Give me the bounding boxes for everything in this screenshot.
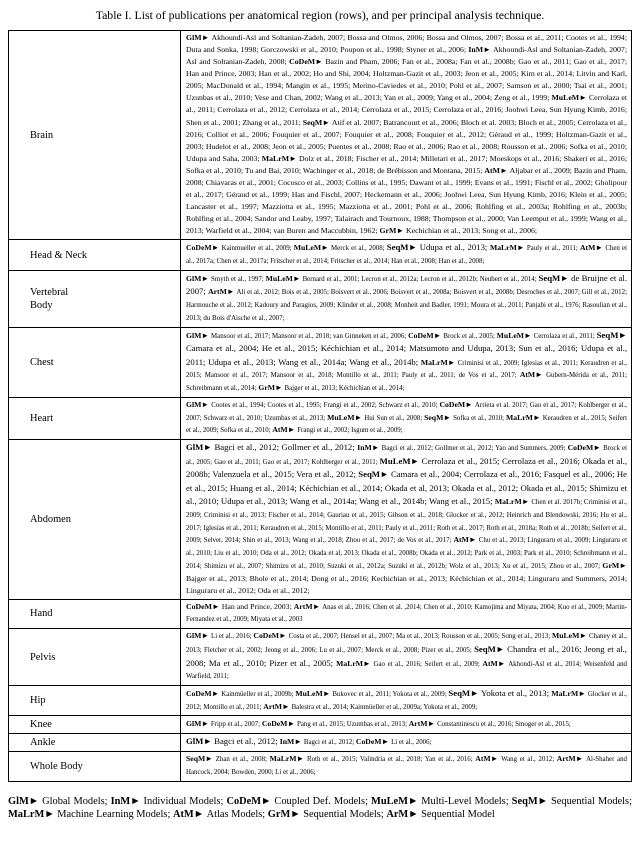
citations-cell — [181, 629, 632, 686]
model-marker: MuLeM► — [551, 93, 589, 103]
model-marker: SeqM► — [302, 117, 332, 127]
model-segment — [270, 756, 476, 763]
region-label-text: Head & Neck — [30, 249, 88, 261]
model-marker: MaLrM► — [336, 658, 374, 668]
citation-text: Criminisi et al., 2009; Iglesias et al., 2011; Keraudren et al., 2015; Mansoor et al., 2017; Mansoor et al., 2018; Montillo et al., 2011; Pauly et al., 2011; de Vos et al., 2017; — [186, 359, 627, 380]
model-marker: GlM► — [186, 631, 211, 641]
citation-text: Kainmüeller et al., 2009b; — [221, 690, 296, 698]
citation-text: Pauly et al., 2011; — [526, 245, 580, 253]
model-marker: AtM► — [475, 754, 502, 764]
legend-label: Individual Models; — [143, 795, 227, 807]
citation-text: Roth et al., 2015; Valindria et al., 2018; Yan et al., 2016; — [306, 756, 476, 764]
citations-cell — [181, 31, 632, 240]
citation-text: Kechichian et al., 2013; Song et al., 2006; — [406, 226, 538, 236]
legend-marker: AtM► — [172, 809, 207, 821]
model-marker: GlM► — [186, 399, 212, 409]
citation-text: Bagci et al., 2012; — [303, 739, 356, 747]
region-label — [9, 397, 181, 439]
model-marker: GlM► — [186, 736, 215, 747]
citation-text: Cerrolaza et al., 2011; Cerrolaza et al., 2012; Cerrolaza et al., 2014; Cerrolaza et al., 2015; Cerrolaza et al., 2016; Joohwi Leea, Sun Hyung Kimb, 2016; Shen et al., 2001; Zhang et al., 2011; — [186, 93, 627, 127]
citations-cell — [181, 716, 632, 734]
region-label — [9, 439, 181, 599]
publications-table — [8, 30, 632, 782]
citation-text: Glocker et al., 2012; Montillo et al., 2011; — [186, 690, 627, 711]
citation-text: Akhondi-Asl et al., 2014; Weisenfeld and Warfield, 2011; — [186, 660, 627, 681]
table-row — [9, 31, 632, 240]
citation-text: Gao et al., 2016; Seifert et al., 2009; — [373, 660, 483, 668]
table-row — [9, 439, 632, 599]
citations-cell — [181, 397, 632, 439]
model-marker: ArtM► — [293, 601, 323, 611]
citation-text: Camara et al., 2004; He et al., 2015; Kéchichian et al., 2014; Matsumoto and Udupa, 2013; Sun et al., 2016; Udupa et al., 2011; Udupa et al., 2013; Wang et al., 2014a; Wang et al., 2014b; — [186, 343, 627, 367]
legend-marker: GlM► — [8, 795, 43, 807]
model-marker: SeqM► — [596, 329, 627, 340]
legend-label: Multi-Level Models; — [421, 795, 512, 807]
table-row — [9, 734, 632, 752]
model-segment — [186, 289, 627, 321]
citations-cell — [181, 685, 632, 715]
model-marker: MaLrM► — [551, 688, 588, 698]
citation-text: Bazin and Pham, 2006; Fan et al., 2008a; Fan et al., 2008b; Gao et al., 2011; Gao et al., 2017; Han and Prince, 2003; Han et al., 2002; Ho and Shi, 2004; Holtzman-Gazit et al., 2003; Jeon et al., 2005; Kim et al., 2014; Litvin and Karl, 2005; MacDonald et al., 1994; Mangin et al., 1995; Merino-Caviedes et al., 2010; Pohl et al., 2007; Samson et al., 2000; Tsai et al., 2001; Uzunbas et al., 2010; Vese and Chan, 2002; Wang et al., 2013; Yan et al., 2009; Yang et al., 2004; Zeng et al., 1999; — [186, 57, 627, 103]
model-marker: GrM► — [379, 226, 407, 236]
model-marker: MuLeM► — [496, 330, 534, 340]
region-label — [9, 270, 181, 327]
region-label-text: Whole Body — [30, 761, 83, 773]
citation-text: Bukovec et al., 2011; Yokota et al., 2009; — [332, 690, 449, 698]
model-marker: ArtM► — [263, 701, 292, 711]
model-marker: GlM► — [186, 441, 215, 452]
model-marker: MaLrM► — [489, 243, 527, 253]
model-marker: CoDeM► — [253, 631, 289, 641]
model-marker: ArtM► — [208, 287, 237, 297]
citation-text: Anas et al., 2016; Chen et al. ,2014; Chen et al., 2010; Kamojima and Miyata, 2004; Kuo et al., 2009; Martin-Fernandez et al., 2009; Miyata et al., 2003 — [186, 603, 627, 624]
citations-cell — [181, 752, 632, 781]
legend — [8, 795, 632, 822]
region-label-text: Chest — [30, 356, 54, 368]
region-label — [9, 599, 181, 628]
legend-marker: InM► — [110, 795, 144, 807]
citation-text: Arrieta et al. 2017; Gao et al., 2017; Kohlberger et al., 2007; Schwarz et al., 2010; Uzumbas et al., 2013; — [186, 401, 627, 422]
citation-text: Kainmueller et al., 2009; — [221, 245, 294, 253]
citation-text: de Bruijne et al. 2007; — [186, 272, 628, 297]
legend-label: Coupled Def. Models; — [274, 795, 372, 807]
legend-marker: MuLeM► — [371, 795, 422, 807]
table-row — [9, 397, 632, 439]
model-marker: MuLeM► — [379, 455, 422, 466]
table-caption: Table I. List of publications per anatomical region (rows), and per principal analysis technique. — [95, 8, 545, 22]
table-row — [9, 270, 632, 327]
model-segment — [357, 442, 568, 452]
model-segment — [490, 245, 580, 252]
citation-text: Frangi et al., 2002; Isgum et al., 2009; — [297, 427, 403, 435]
region-label-text: Knee — [30, 719, 52, 731]
citations-cell — [181, 240, 632, 270]
region-label — [9, 685, 181, 715]
model-marker: AtM► — [482, 658, 509, 668]
model-segment — [186, 273, 266, 283]
model-segment — [475, 756, 557, 763]
model-segment — [272, 427, 402, 434]
model-segment — [263, 701, 478, 711]
citation-text: Bajger et al., 2013; Bhole et al., 2014; Dong et al., 2016; Kechichian et al., 2013; Kéchichian et al., 2014; Linguraru and Summers, 2014; Linguraru et al., 2012; Oda et al., 2012; — [186, 573, 627, 595]
model-marker: GlM► — [186, 718, 211, 728]
citation-text: Fripp et al., 2007; — [210, 720, 262, 728]
region-label-text: Vertebral Body — [30, 286, 69, 311]
model-marker: CoDeM► — [355, 737, 392, 747]
model-segment — [408, 330, 497, 340]
citation-text: Mansoor et al., 2017; Mansoor et al., 2018; van Ginneken et al., 2006; — [211, 332, 409, 340]
citation-text: Brock et al., 2005; — [443, 332, 497, 340]
region-label-text: Ankle — [30, 737, 56, 749]
model-marker: MuLeM► — [552, 631, 589, 641]
model-marker: CoDeM► — [289, 57, 326, 67]
citation-text: Keraudren et al., 2015; Seifert et al., 2009; Sofka et al., 2010; — [186, 414, 628, 435]
model-segment — [258, 385, 404, 392]
citation-text: Smyth et al., 1997; — [211, 275, 266, 283]
citations-cell — [181, 327, 632, 397]
model-marker: AtM► — [579, 243, 606, 253]
model-marker: SeqM► — [186, 754, 216, 764]
citations-cell — [181, 599, 632, 628]
model-segment — [186, 330, 409, 340]
model-marker: InM► — [279, 737, 304, 747]
citation-text: Chen et al. 2017b; Criminisi et al., 2009; Criminisi et al., 2013; Fischer et al., 2014; Gauriau et al., 2015; Gibson et al., 2018; Glocker et al., 2012; Heinrich and Blendowski, 2016; Hu et al., 2017; Iglesias et al., 2011; Keraudren et al., 2015; Montillo et al., 2011; Pauly et al., 2011; Roth et al., 2017; Roth et al., 2018a; Roth et al., 2018b; Seifert et al., 2009; Selver, 2014; Shin et al., 2013; Wang et al., 2018; Zhou et al., 2017; de Vos et al., 2017; — [186, 499, 627, 545]
model-marker: MaLrM► — [420, 357, 458, 367]
region-label-text: Abdomen — [30, 513, 71, 525]
table-row — [9, 685, 632, 715]
model-marker: MaLrM► — [269, 754, 307, 764]
citation-text: Bagci et al., 2012; Gollmer et al., 2012; Yao and Summers, 2009; — [381, 444, 568, 452]
model-segment — [356, 739, 432, 746]
model-segment — [186, 166, 627, 235]
model-marker: CoDeM► — [186, 688, 222, 698]
region-label — [9, 31, 181, 240]
citation-text: Chen et al., 2017a; Chen et al., 2017a; Fritscher et al., 2014; Fritscher et al., 2014; Han et al., 2008; Han et al., 2008; — [186, 245, 628, 266]
citation-text: Dolz et al., 2018; Fischer et al., 2014; Milletari et al., 2017; Moeskops et al., 2016; Shakeri et al., 2016; Sofka et al., 2010; Tu and Bai, 2010; Wachinger et al., 2018; de Brébisson and Montana, 2015; — [186, 153, 627, 175]
model-marker: AtM► — [272, 425, 298, 435]
region-label — [9, 752, 181, 781]
model-segment — [186, 442, 357, 452]
model-marker: MuLeM► — [265, 273, 303, 283]
legend-label: Sequential Models; — [303, 809, 387, 821]
citation-text: Sofka et al., 2010; — [453, 414, 507, 422]
citation-text: Merck et al., 2008; — [331, 245, 387, 253]
citation-text: Camara et al., 2004; Cerrolaza et al., 2016; Fasquel et al., 2006; He et al., 2015; Huang et al., 2014; Kéchichian et al., 2014; Okada et al, 2013; Okada et al., 2012; Okada et al., 2015; Shimizu et al., 2010; Udupa et al., 2013; Wang et al., 2014a; Wang et al., 2014b; Wang et al., 2015; — [186, 469, 627, 507]
legend-marker: CoDeM► — [226, 795, 275, 807]
model-marker: InM► — [357, 442, 382, 452]
citation-text: Cootes et al., 1994; Cootes et al., 1995; Frangi et al., 2002; Schwarz et al., 2010; — [211, 401, 440, 409]
model-segment — [186, 718, 262, 728]
citation-text: Chaney et al., 2013; Fletcher et al., 2002; Jeong et al., 2006; Lu et al., 2007; Merck et al., 2008; Pizer et al., 2005; — [186, 633, 627, 654]
citations-cell — [181, 270, 632, 327]
citation-text: Constantinescu et al., 2016; Smoger et al., 2015; — [437, 720, 571, 728]
legend-label: Global Models; — [42, 795, 111, 807]
model-segment — [496, 330, 597, 340]
model-segment — [253, 633, 552, 640]
model-marker: SeqM► — [386, 242, 420, 253]
region-label — [9, 629, 181, 686]
legend-label: Atlas Models; — [206, 809, 268, 821]
model-marker: CoDeM► — [408, 330, 444, 340]
model-segment — [387, 242, 490, 252]
model-marker: SeqM► — [424, 412, 454, 422]
region-label — [9, 734, 181, 752]
table-row — [9, 629, 632, 686]
model-segment — [327, 412, 425, 422]
table-row — [9, 240, 632, 270]
model-segment — [186, 736, 280, 746]
region-label-text: Heart — [30, 412, 54, 424]
model-segment — [424, 412, 507, 422]
model-marker: SeqM► — [448, 687, 481, 698]
citation-text: Atif et al. 2007; Batrancourt et al., 2006; Bloch et al. 2003; Bloch et al., 2005; Cerrolaza et al., 2016; Colliot et al., 2006; Fouquier et al., 2007; Fouquier et al., 2008; Fouquier et al., 2012; Géraud et al., 1999; Holtzman-Gazit et al., 2003; Hudelot et al., 2008; Jeon et al., 2005; Puentes et al., 2008; Rao et al., 2006; Rao et al., 2008; Rousson et al., 2006; Sofka et al., 2010; Udupa and Saha, 2003; — [186, 117, 627, 163]
model-marker: MuLeM► — [293, 243, 332, 253]
citation-text: Ali et al., 2012; Bois et al., 2005; Boisvert et al., 2006; Boisvert et al., 2008a; Boisvert et al., 2008b; Desroches et al., 2007; Gill et al., 2012; Harmouche et al., 2012; Kadoury and Paragios, 2009; Klinder et al., 2008; Monheit and Badler, 1991; Moura et al., 2011; Panjabi et al., 1976; Rasoulian et al., 2013; du Bois d'Aische et al., 2007; — [186, 289, 627, 322]
model-segment — [186, 602, 294, 611]
model-segment — [336, 658, 483, 668]
model-segment — [265, 273, 539, 283]
table-row — [9, 716, 632, 734]
model-segment — [186, 399, 440, 409]
citation-text: Akhoundi-Asl and Soltanian-Zadeh, 2007; Bossa and Olmos, 2006; Bossa and Olmos, 2007; Bossa et al., 2011; Cootes et al., 1994; Duta and Sonka, 1998; Gorczowski et al., 2010; Poupon et al., 1998; Styner et al., 2006; — [186, 33, 627, 55]
citation-text: Brock et al., 2005; Gao et al., 2011; Gao et al., 2017; Kohlberger et al., 2011; — [186, 444, 627, 466]
citation-text: Balestra et al., 2014; Kainmüeller et al., 2009a; Yokota et al., 2009; — [291, 703, 478, 711]
model-marker: GlM► — [186, 33, 212, 42]
citation-text: Yokota et al., 2013; — [480, 687, 552, 698]
legend-label: Sequential Models; — [551, 795, 632, 807]
model-marker: MaLrM► — [494, 497, 532, 507]
model-segment — [408, 718, 571, 728]
model-marker: GlM► — [186, 330, 212, 340]
model-marker: ArtM► — [408, 718, 438, 728]
model-marker: MuLeM► — [295, 688, 333, 698]
citation-text: Hui Sun et al., 2008; — [364, 414, 425, 422]
legend-marker: MaLrM► — [8, 809, 58, 821]
region-label — [9, 716, 181, 734]
model-segment — [186, 633, 253, 640]
citation-text: Bajger et al., 2013; Kéchichian et al., 2014; — [284, 385, 405, 393]
citation-text: Al-Shaher and Hancock, 2004; Bowden, 2000; Li et al., 2006; — [186, 756, 627, 777]
citation-text: Wang et al., 2012; — [501, 756, 557, 764]
model-marker: AtM► — [519, 370, 547, 380]
legend-marker: ArM► — [386, 809, 422, 821]
legend-label: Sequential Model — [421, 809, 495, 821]
region-label — [9, 240, 181, 270]
region-label-text: Hip — [30, 695, 46, 707]
region-label-text: Brain — [30, 129, 54, 141]
model-segment — [186, 756, 270, 763]
model-marker: CoDeM► — [261, 718, 297, 728]
region-label-text: Hand — [30, 608, 53, 620]
model-marker: MaLrM► — [506, 412, 543, 422]
citation-text: Zhan et al., 2008; — [215, 756, 270, 764]
model-segment — [186, 688, 296, 698]
model-segment — [294, 245, 387, 252]
citation-text: Costa et al., 2007; Hensel et al., 2007; Ma et al., 2013; Rousson et al., 2005; Song et al., 2013; — [288, 633, 553, 641]
citation-text: Cerrolaza et al., 2015; Cerrolaza et al., 2016; Okada et al., 2008b; Valenzuela et al., 2015; Vera et al., 2012; — [186, 455, 627, 480]
citation-text: Cerrolaza et al., 2011; — [533, 332, 597, 340]
model-marker: AtM► — [484, 165, 510, 175]
citation-text: Bagci et al., 2012; — [214, 736, 280, 747]
model-marker: AtM► — [453, 535, 479, 545]
citation-text: Li et al., 2006; — [391, 739, 432, 747]
region-label-text: Pelvis — [30, 651, 56, 663]
model-marker: CoDeM► — [567, 442, 604, 452]
citation-text: Chu et al., 2013; Linguraru et al., 2009; Linguraru et al., 2010; Liu et al., 2010; Oda et al., 2012; Okada et al, 2013; Okada et al., 2008b; Okada et al., 2012; Park et al., 2003; Park et al., 2010; Schreibmann et al., 2014; Shimizu et al., 2007; Shimizu et al., 2010; Suzuki et al., 2012a; Suzuki et al., 2012b; Wolz et al., 2013; Xu et al., 2015; Zhou et al., 2007; — [186, 537, 627, 570]
model-marker: MuLeM► — [327, 412, 365, 422]
citation-text: Bernard et al., 2001; Lecron et al., 2012a; Lecron et al., 2012b; Neubert et al., 2014; — [302, 275, 539, 283]
model-segment — [186, 245, 294, 252]
publications-table-body — [9, 31, 632, 782]
table-row — [9, 599, 632, 628]
model-marker: MaLrM► — [261, 153, 300, 163]
model-marker: GrM► — [602, 560, 627, 570]
citation-text: Aljabar et al., 2009; Bazin and Pham, 2008; Chiavaras et al., 2001; Cocosco et al., 2003; Collins et al., 1995; Dawant et al., 1999; Evans et al., 1991; Fischl et al., 2002; Gholipour et al., 2017; Géraud et al., 1999; Han and Fischl, 2007; Heckemann et al., 2006; Joohwi Leea, Sun Hyung Kimb, 2016; Klein et al., 2005; Lancaster et al., 1997; Mazziotta et al., 1995; Mazziotta et al., 2001; Pohl et al., 2006; Rohlfing et al., 2003a; Rohlfing et al., 2003b; Rohlfing et al., 2004; Sandor and Leaby, 1997; Talairach and Tournoux, 1988; Thompson et al., 2000; Van Leemput et al., 1999; Wang et al., 2013; Warfield et al., 2004; van Buren and Maccubbin, 1962; — [186, 165, 627, 236]
model-marker: SeqM► — [358, 469, 391, 480]
citation-text: Han and Prince, 2003; — [221, 601, 294, 611]
model-segment — [280, 739, 356, 746]
citations-cell — [181, 439, 632, 599]
citations-cell — [181, 734, 632, 752]
model-segment — [448, 688, 551, 698]
model-marker: ArtM► — [556, 754, 587, 764]
model-marker: CoDeM► — [186, 601, 222, 611]
model-segment — [379, 226, 537, 235]
legend-marker: GrM► — [267, 809, 304, 821]
table-row — [9, 327, 632, 397]
citation-text: Bagci et al., 2012; Gollmer et al., 2012; — [214, 441, 358, 452]
model-marker: InM► — [468, 45, 494, 55]
model-segment — [261, 718, 409, 728]
model-segment — [295, 688, 449, 698]
table-row — [9, 752, 632, 781]
citation-text: Chandra et al., 2016; Jeong et al., 2008; Ma et al., 2010; Pizer et al., 2005; — [186, 643, 627, 668]
citation-text: Gubern-Mérida et al., 2011; Schreibmann et al., 2014; — [186, 372, 628, 393]
citation-text: Pang et al., 2015; Uzumbas et al., 2013; — [296, 720, 409, 728]
citation-text: Li et al., 2016; — [210, 633, 254, 641]
model-marker: GlM► — [186, 273, 212, 283]
citation-text: Akhoundi-Asl and Soltanian-Zadeh, 2007; Asl and Soltanian-Zadeh, 2008; — [186, 45, 627, 67]
model-marker: SeqM► — [474, 643, 508, 654]
legend-marker: SeqM► — [511, 795, 551, 807]
model-marker: CoDeM► — [186, 243, 222, 253]
region-label — [9, 327, 181, 397]
citation-text: Udupa et al., 2013; — [419, 242, 490, 253]
model-marker: GrM► — [258, 383, 285, 393]
legend-label: Machine Learning Models; — [57, 809, 173, 821]
model-marker: SeqM► — [538, 272, 572, 283]
model-marker: CoDeM► — [439, 399, 475, 409]
